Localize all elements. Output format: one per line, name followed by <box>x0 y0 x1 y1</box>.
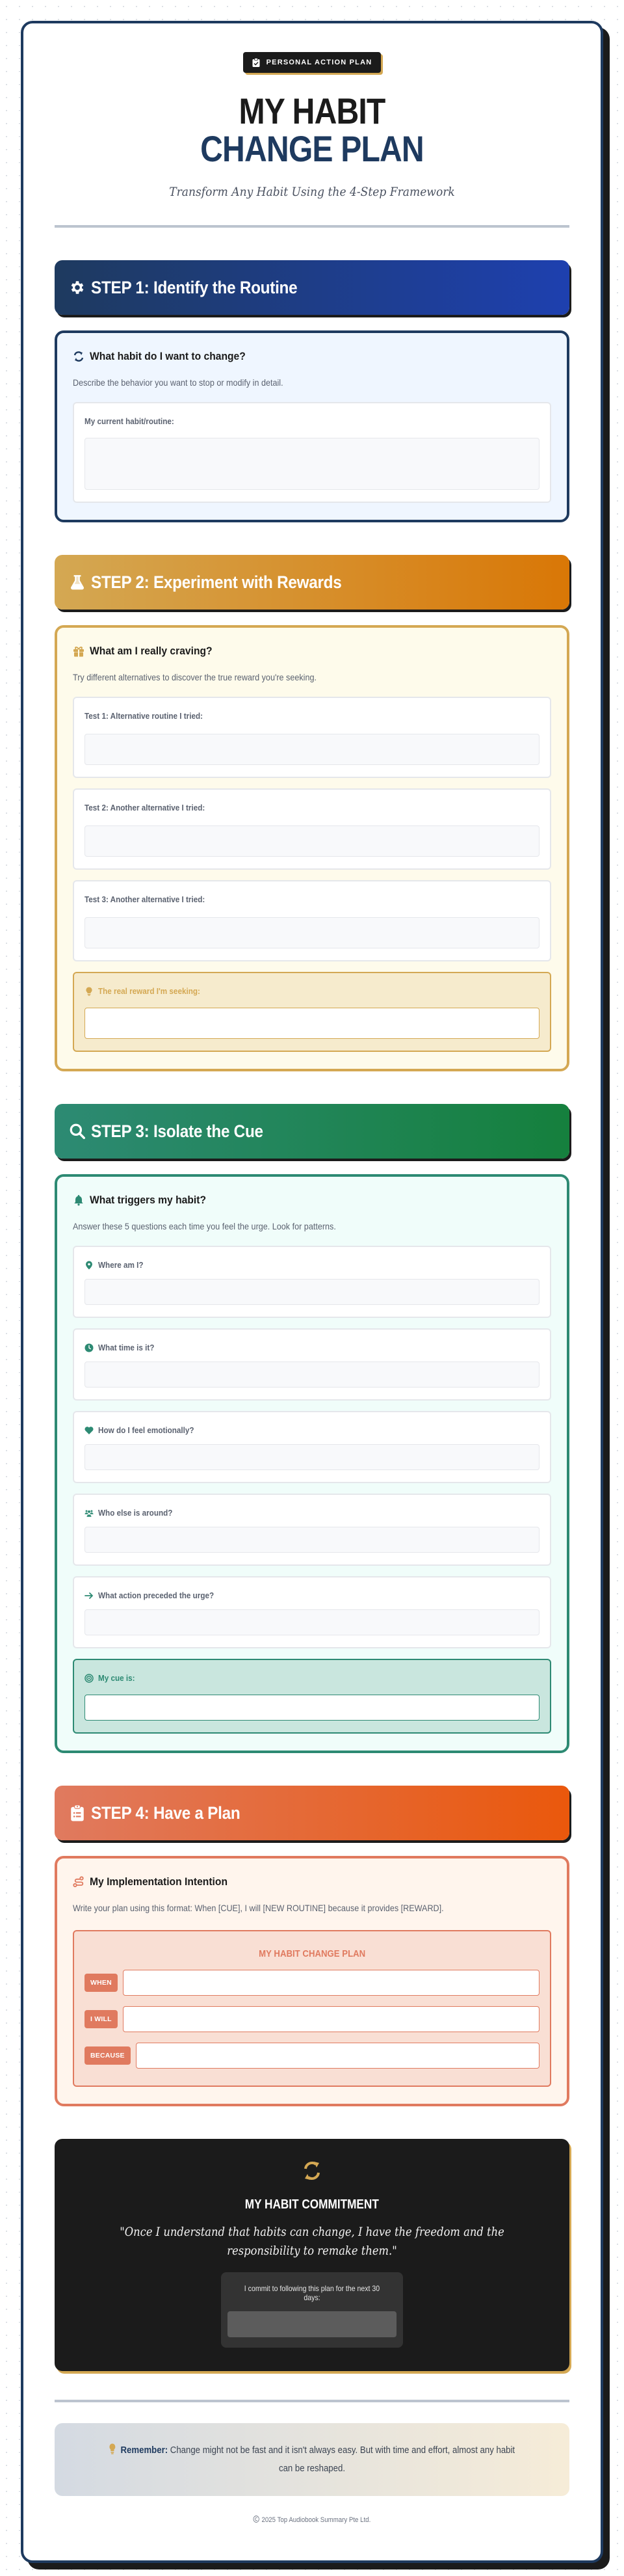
i-will-input[interactable] <box>123 2006 540 2032</box>
arrow-right-icon <box>84 1591 94 1600</box>
when-tag: WHEN <box>84 1974 118 1992</box>
section-divider <box>55 225 569 228</box>
step-4-card <box>55 1856 569 2106</box>
step-4-card-title: My Implementation Intention <box>73 1875 551 1888</box>
because-tag: BECAUSE <box>84 2046 131 2065</box>
remember-label: Remember: <box>120 2445 168 2456</box>
what-time-input[interactable] <box>84 1362 540 1388</box>
test-3-input[interactable] <box>84 917 540 948</box>
test-2-field <box>73 788 551 870</box>
copyright-text: 2025 Top Audiobook Summary Pte Ltd. <box>261 2516 371 2524</box>
real-reward-label: The real reward I'm seeking: <box>98 986 200 996</box>
page-subtitle: Transform Any Habit Using the 4-Step Framework <box>169 185 455 199</box>
step-1-card-title: What habit do I want to change? <box>73 350 551 363</box>
badge-label: PERSONAL ACTION PLAN <box>266 59 372 66</box>
step-3-card <box>55 1174 569 1753</box>
gear-icon <box>69 279 86 296</box>
test-1-field <box>73 697 551 778</box>
i-will-tag: I WILL <box>84 2010 118 2028</box>
my-cue-input[interactable] <box>84 1695 540 1721</box>
preceding-action-input[interactable] <box>84 1609 540 1635</box>
target-icon <box>84 1674 94 1683</box>
step-4-description: Write your plan using this format: When [CUE], I will [NEW ROUTINE] because it provides [REWARD]. <box>73 1903 444 1913</box>
remember-text: Change might not be fast and it isn't always easy. But with time and effort, almost any habit can be reshaped. <box>168 2445 515 2474</box>
who-around-input[interactable] <box>84 1527 540 1553</box>
refresh-icon <box>73 351 84 362</box>
hero-header <box>55 52 569 199</box>
because-input[interactable] <box>136 2043 540 2069</box>
footer <box>55 2516 569 2524</box>
plan-box-title: MY HABIT CHANGE PLAN <box>258 1948 366 1959</box>
step-3-section <box>55 1104 569 1753</box>
step-2-section <box>55 555 569 1071</box>
my-cue-field <box>73 1659 551 1734</box>
step-2-title: STEP 2: Experiment with Rewards <box>91 572 342 592</box>
real-reward-input[interactable] <box>84 1008 540 1039</box>
flask-icon <box>69 574 86 591</box>
habit-change-plan-box <box>73 1930 551 2087</box>
step-1-header <box>55 260 569 315</box>
refresh-icon <box>303 2161 321 2180</box>
remember-note <box>55 2423 569 2496</box>
feel-emotionally-input[interactable] <box>84 1444 540 1470</box>
title-line-1: MY HABIT <box>239 90 385 131</box>
signature-input[interactable] <box>228 2311 396 2337</box>
plan-row-i-will <box>84 2006 540 2032</box>
heart-icon <box>84 1426 94 1435</box>
commitment-title: MY HABIT COMMITMENT <box>244 2197 380 2212</box>
footer-divider <box>55 2400 569 2402</box>
test-2-input[interactable] <box>84 825 540 857</box>
clock-icon <box>84 1343 94 1352</box>
location-pin-icon <box>84 1261 94 1270</box>
clipboard-check-icon <box>252 58 260 67</box>
copyright-icon <box>254 2516 260 2523</box>
step-4-header <box>55 1786 569 1840</box>
habit-plan-sheet <box>21 21 603 2563</box>
test-3-label: Test 3: Another alternative I tried: <box>84 894 205 904</box>
where-am-i-input[interactable] <box>84 1279 540 1305</box>
habit-commitment-box <box>55 2139 569 2371</box>
feel-emotionally-field: How do I feel emotionally? <box>73 1411 551 1483</box>
plan-row-because <box>84 2043 540 2069</box>
plan-row-when <box>84 1970 540 1996</box>
route-icon <box>73 1876 84 1888</box>
lightbulb-icon <box>84 987 94 996</box>
personal-action-plan-badge <box>243 52 382 73</box>
current-habit-field <box>73 402 551 503</box>
users-icon <box>84 1509 94 1518</box>
where-am-i-field: Where am I? <box>73 1246 551 1318</box>
when-input[interactable] <box>123 1970 540 1996</box>
step-3-description: Answer these 5 questions each time you feel the urge. Look for patterns. <box>73 1221 336 1231</box>
commitment-pledge <box>221 2272 403 2348</box>
title-line-2: CHANGE PLAN <box>200 128 424 169</box>
who-around-field: Who else is around? <box>73 1494 551 1566</box>
current-habit-label: My current habit/routine: <box>84 416 174 426</box>
real-reward-field <box>73 972 551 1052</box>
step-2-card <box>55 625 569 1071</box>
current-habit-textarea[interactable] <box>84 438 540 490</box>
pledge-label: I commit to following this plan for the next 30 days: <box>244 2284 380 2302</box>
step-4-section <box>55 1786 569 2106</box>
page-title <box>90 92 533 168</box>
what-time-field: What time is it? <box>73 1328 551 1401</box>
step-2-card-title: What am I really craving? <box>73 645 551 658</box>
preceding-action-field: What action preceded the urge? <box>73 1576 551 1648</box>
step-1-title: STEP 1: Identify the Routine <box>91 277 298 297</box>
step-1-section <box>55 260 569 522</box>
step-4-title: STEP 4: Have a Plan <box>91 1803 240 1823</box>
step-1-card <box>55 330 569 522</box>
bell-icon <box>73 1194 84 1206</box>
step-1-description: Describe the behavior you want to stop or modify in detail. <box>73 377 283 388</box>
search-icon <box>69 1123 86 1140</box>
test-3-field <box>73 880 551 961</box>
step-3-card-title: What triggers my habit? <box>73 1194 551 1207</box>
test-2-label: Test 2: Another alternative I tried: <box>84 803 205 812</box>
test-1-label: Test 1: Alternative routine I tried: <box>84 711 203 721</box>
lightbulb-icon <box>109 2443 116 2455</box>
test-1-input[interactable] <box>84 734 540 765</box>
step-2-header <box>55 555 569 610</box>
clipboard-list-icon <box>69 1805 86 1821</box>
step-3-title: STEP 3: Isolate the Cue <box>91 1121 263 1141</box>
gift-icon <box>73 645 84 657</box>
step-2-description: Try different alternatives to discover the true reward you're seeking. <box>73 672 317 682</box>
my-cue-label: My cue is: <box>98 1673 135 1683</box>
commitment-quote: "Once I understand that habits can change, I have the freedom and the responsibility to remake them." <box>120 2225 504 2258</box>
step-3-header <box>55 1104 569 1159</box>
